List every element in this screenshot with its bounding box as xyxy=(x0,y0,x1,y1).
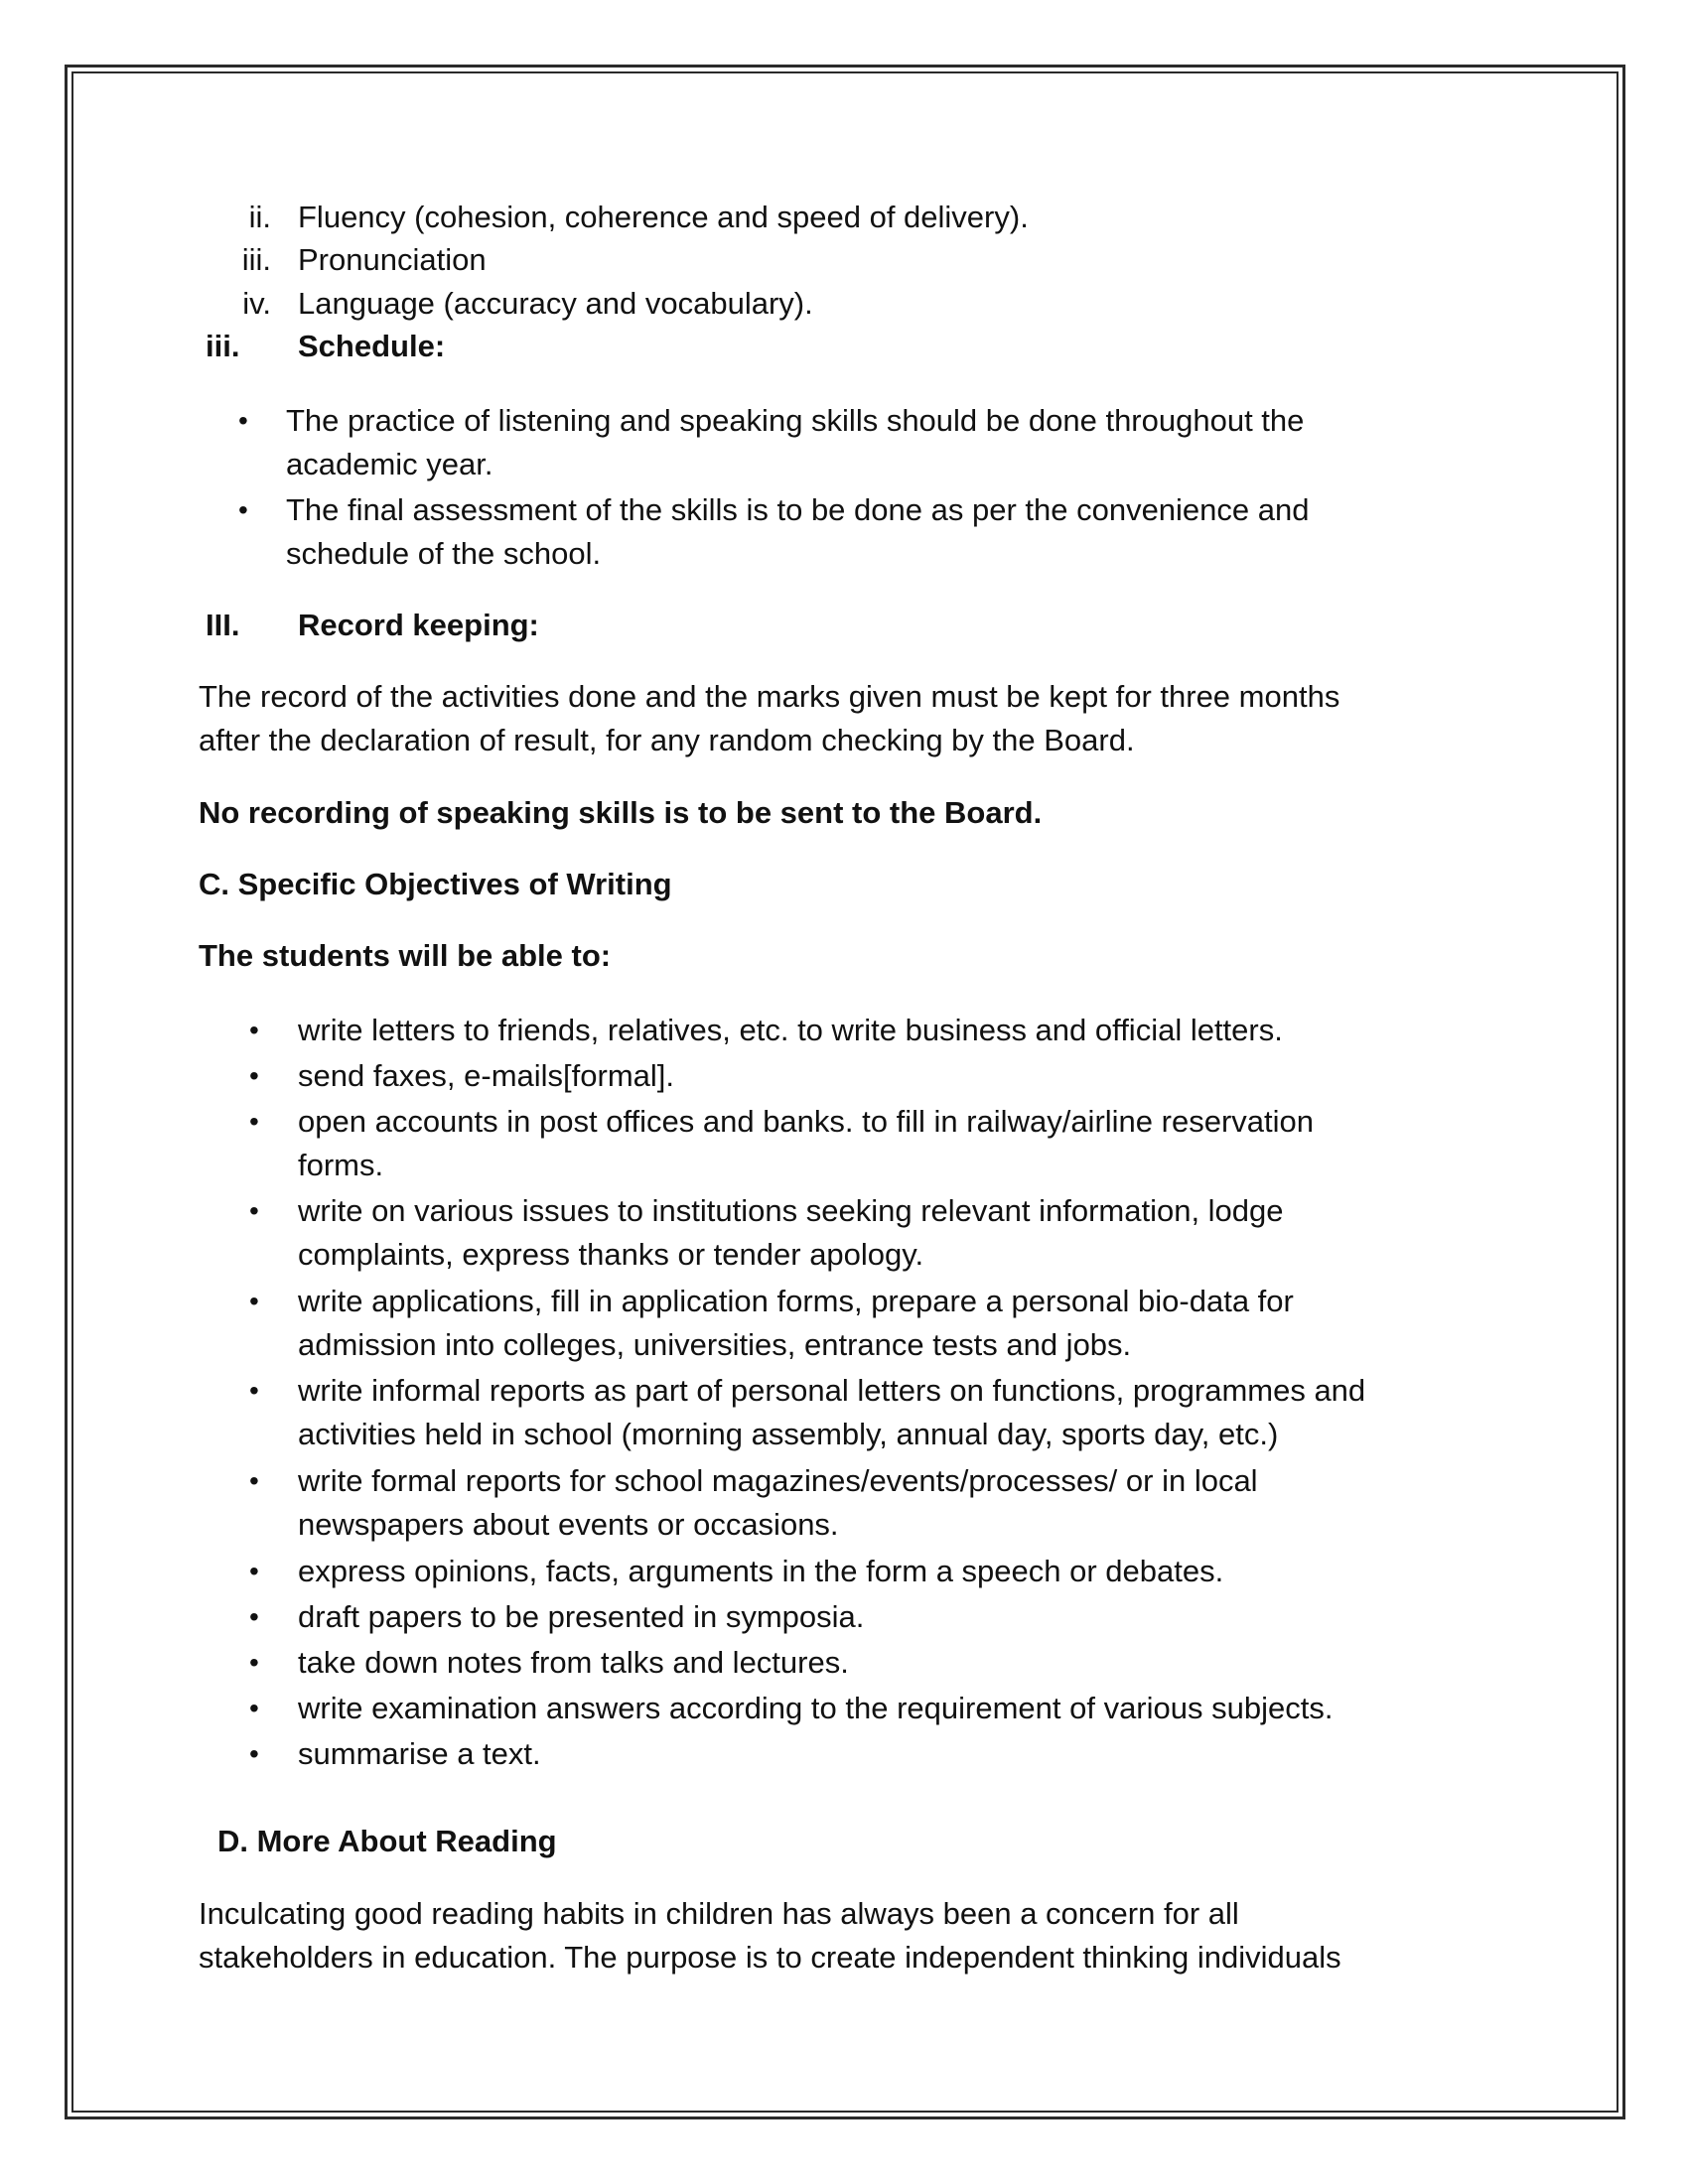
bullet-icon: • xyxy=(249,1738,259,1769)
list-item: Pronunciation xyxy=(298,242,487,277)
bullet-icon: • xyxy=(238,494,248,525)
record-paragraph-line: after the declaration of result, for any random checking by the Board. xyxy=(199,723,1135,757)
objective-item: write on various issues to institutions seeking relevant information, lodge xyxy=(298,1193,1284,1228)
objective-item: forms. xyxy=(298,1148,384,1182)
schedule-bullet-text: The practice of listening and speaking skills should be done throughout the xyxy=(286,403,1305,438)
bullet-icon: • xyxy=(249,1601,259,1632)
objective-item: write applications, fill in application forms, prepare a personal bio-data for xyxy=(298,1284,1294,1318)
objective-item: summarise a text. xyxy=(298,1736,541,1771)
list-numeral: ii. xyxy=(248,200,271,234)
bullet-icon: • xyxy=(249,1375,259,1406)
section-d-paragraph-line: stakeholders in education. The purpose is to create independent thinking individuals xyxy=(199,1940,1341,1975)
list-item: Fluency (cohesion, coherence and speed of delivery). xyxy=(298,200,1029,234)
schedule-heading: Schedule: xyxy=(298,329,446,363)
schedule-bullet-text: The final assessment of the skills is to be done as per the convenience and xyxy=(286,492,1310,527)
bullet-icon: • xyxy=(249,1060,259,1091)
objective-item: open accounts in post offices and banks. to fill in railway/airline reservation xyxy=(298,1104,1314,1139)
record-heading: Record keeping: xyxy=(298,608,539,642)
objective-item: take down notes from talks and lectures. xyxy=(298,1645,849,1680)
section-c-heading: C. Specific Objectives of Writing xyxy=(199,867,672,901)
schedule-bullet-text: academic year. xyxy=(286,447,493,481)
bullet-icon: • xyxy=(249,1465,259,1496)
objective-item: write informal reports as part of personal letters on functions, programmes and xyxy=(298,1373,1366,1408)
record-numeral: III. xyxy=(206,608,240,642)
objective-item: draft papers to be presented in symposia. xyxy=(298,1599,865,1634)
objective-item: send faxes, e-mails[formal]. xyxy=(298,1058,675,1093)
bullet-icon: • xyxy=(249,1195,259,1226)
schedule-numeral: iii. xyxy=(206,329,240,363)
bullet-icon: • xyxy=(249,1015,259,1045)
section-c-intro: The students will be able to: xyxy=(199,938,612,973)
bullet-icon: • xyxy=(249,1647,259,1678)
objective-item: activities held in school (morning assembly, annual day, sports day, etc.) xyxy=(298,1417,1279,1451)
objective-item: newspapers about events or occasions. xyxy=(298,1507,839,1542)
list-numeral: iv. xyxy=(242,286,271,321)
list-numeral: iii. xyxy=(241,242,271,277)
bullet-icon: • xyxy=(249,1693,259,1723)
objective-item: write examination answers according to the requirement of various subjects. xyxy=(298,1691,1334,1725)
section-d-paragraph-line: Inculcating good reading habits in children has always been a concern for all xyxy=(199,1896,1239,1931)
objective-item: write formal reports for school magazines/events/processes/ or in local xyxy=(298,1463,1258,1498)
schedule-bullet-text: schedule of the school. xyxy=(286,536,602,571)
bullet-icon: • xyxy=(249,1556,259,1586)
objective-item: complaints, express thanks or tender apology. xyxy=(298,1237,924,1272)
bullet-icon: • xyxy=(249,1286,259,1316)
list-item: Language (accuracy and vocabulary). xyxy=(298,286,813,321)
objective-item: express opinions, facts, arguments in the form a speech or debates. xyxy=(298,1554,1224,1588)
record-paragraph-line: The record of the activities done and the marks given must be kept for three months xyxy=(199,679,1340,714)
record-note: No recording of speaking skills is to be sent to the Board. xyxy=(199,795,1043,830)
bullet-icon: • xyxy=(238,405,248,436)
section-d-heading: D. More About Reading xyxy=(217,1824,557,1858)
objective-item: admission into colleges, universities, entrance tests and jobs. xyxy=(298,1327,1132,1362)
bullet-icon: • xyxy=(249,1106,259,1137)
objective-item: write letters to friends, relatives, etc. to write business and official letters. xyxy=(298,1013,1283,1047)
